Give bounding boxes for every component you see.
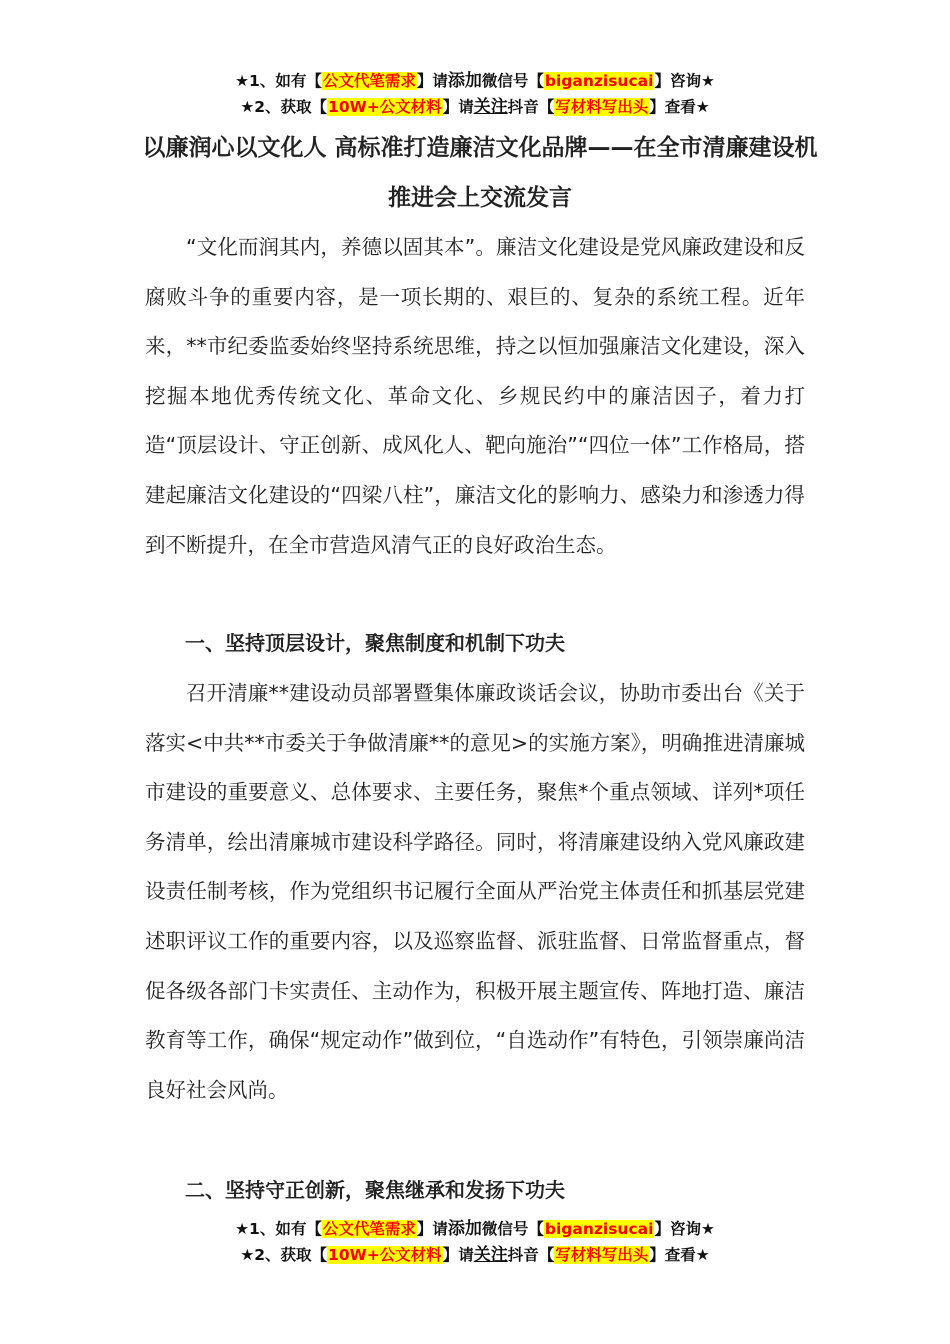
- promo-text: 抖音【: [507, 1246, 555, 1264]
- promo-highlight: 10W+公文材料: [328, 1246, 442, 1264]
- promo-text: ★2、获取【: [240, 1246, 328, 1264]
- promo-emphasis: 关注: [473, 97, 508, 117]
- promo-line-1: [0, 1216, 950, 1242]
- intro-paragraph: [145, 223, 805, 570]
- promo-emphasis: 添加: [447, 71, 482, 91]
- promo-text: ★2、获取【: [240, 98, 328, 116]
- promo-text: ★1、如有【: [235, 72, 322, 90]
- section-1-paragraph: [145, 669, 805, 1115]
- wechat-id-highlight: biganzisucai: [544, 1220, 654, 1238]
- promo-text: 】请: [442, 1246, 474, 1264]
- promo-line-2: [0, 94, 950, 120]
- promo-highlight: 10W+公文材料: [328, 98, 442, 116]
- douyin-account-highlight: 写材料写出头: [555, 98, 649, 116]
- promo-text: 】查看★: [649, 1246, 710, 1264]
- promo-text: 】请: [416, 72, 448, 90]
- footer-promo-banner: [0, 1216, 950, 1268]
- section-heading-1: [145, 619, 805, 669]
- header-promo-banner: [0, 68, 950, 120]
- section-heading-2: [145, 1166, 805, 1216]
- promo-text: 】请: [442, 98, 474, 116]
- promo-text: ★1、如有【: [235, 1220, 322, 1238]
- paragraph-text: 召开清廉**建设动员部署暨集体廉政谈话会议，协助市委出台《关于落实<中共**市委关于争做清廉**的意见>的实施方案》，明确推进清廉城市建设的重要意义、总体要求、主要任务，聚焦*个重点领域、详列*项任务清单，绘出清廉城市建设科学路径。同时，将清廉建设纳入党风廉政建设责任制考核，作为党组织书记履行全面从严治党主体责任和抓基层党建述职评议工作的重要内容，以及巡察监督、派驻监督、日常监督重点，督促各级各部门卡实责任、主动作为，积极开展主题宣传、阵地打造、廉洁教育等工作，确保“规定动作”做到位，“自选动作”有特色，引领崇廉尚洁良好社会风尚。: [145, 681, 805, 1102]
- promo-highlight: 公文代笔需求: [322, 72, 416, 90]
- promo-text: 】请: [416, 1220, 448, 1238]
- promo-line-2: [0, 1242, 950, 1268]
- promo-text: 抖音【: [507, 98, 555, 116]
- paragraph-text: “文化而润其内，养德以固其本”。廉洁文化建设是党风廉政建设和反腐败斗争的重要内容，是一项长期的、艰巨的、复杂的系统工程。近年来，**市纪委监委始终坚持系统思维，持之以恒加强廉洁文化建设，深入挖掘本地优秀传统文化、革命文化、乡规民约中的廉洁因子，着力打造“顶层设计、守正创新、成风化人、靶向施治”“四位一体”工作格局，搭建起廉洁文化建设的“四梁八柱”，廉洁文化的影响力、感染力和渗透力得到不断提升，在全市营造风清气正的良好政治生态。: [145, 235, 805, 557]
- section-heading-text: 二、坚持守正创新，聚焦继承和发扬下功夫: [185, 1178, 565, 1202]
- promo-text: 微信号【: [481, 1220, 544, 1238]
- promo-highlight: 公文代笔需求: [322, 1220, 416, 1238]
- document-title: 以廉润心以文化人 高标准打造廉洁文化品牌——在全市清廉建设机推进会上交流发言: [142, 135, 818, 211]
- promo-text: 】查看★: [649, 98, 710, 116]
- promo-emphasis: 添加: [447, 1219, 482, 1239]
- wechat-id-highlight: biganzisucai: [544, 72, 654, 90]
- promo-text: 微信号【: [481, 72, 544, 90]
- promo-text: 】咨询★: [654, 72, 715, 90]
- promo-emphasis: 关注: [473, 1245, 508, 1265]
- promo-text: 】咨询★: [654, 1220, 715, 1238]
- promo-line-1: [0, 68, 950, 94]
- section-heading-text: 一、坚持顶层设计，聚焦制度和机制下功夫: [185, 631, 565, 655]
- douyin-account-highlight: 写材料写出头: [555, 1246, 649, 1264]
